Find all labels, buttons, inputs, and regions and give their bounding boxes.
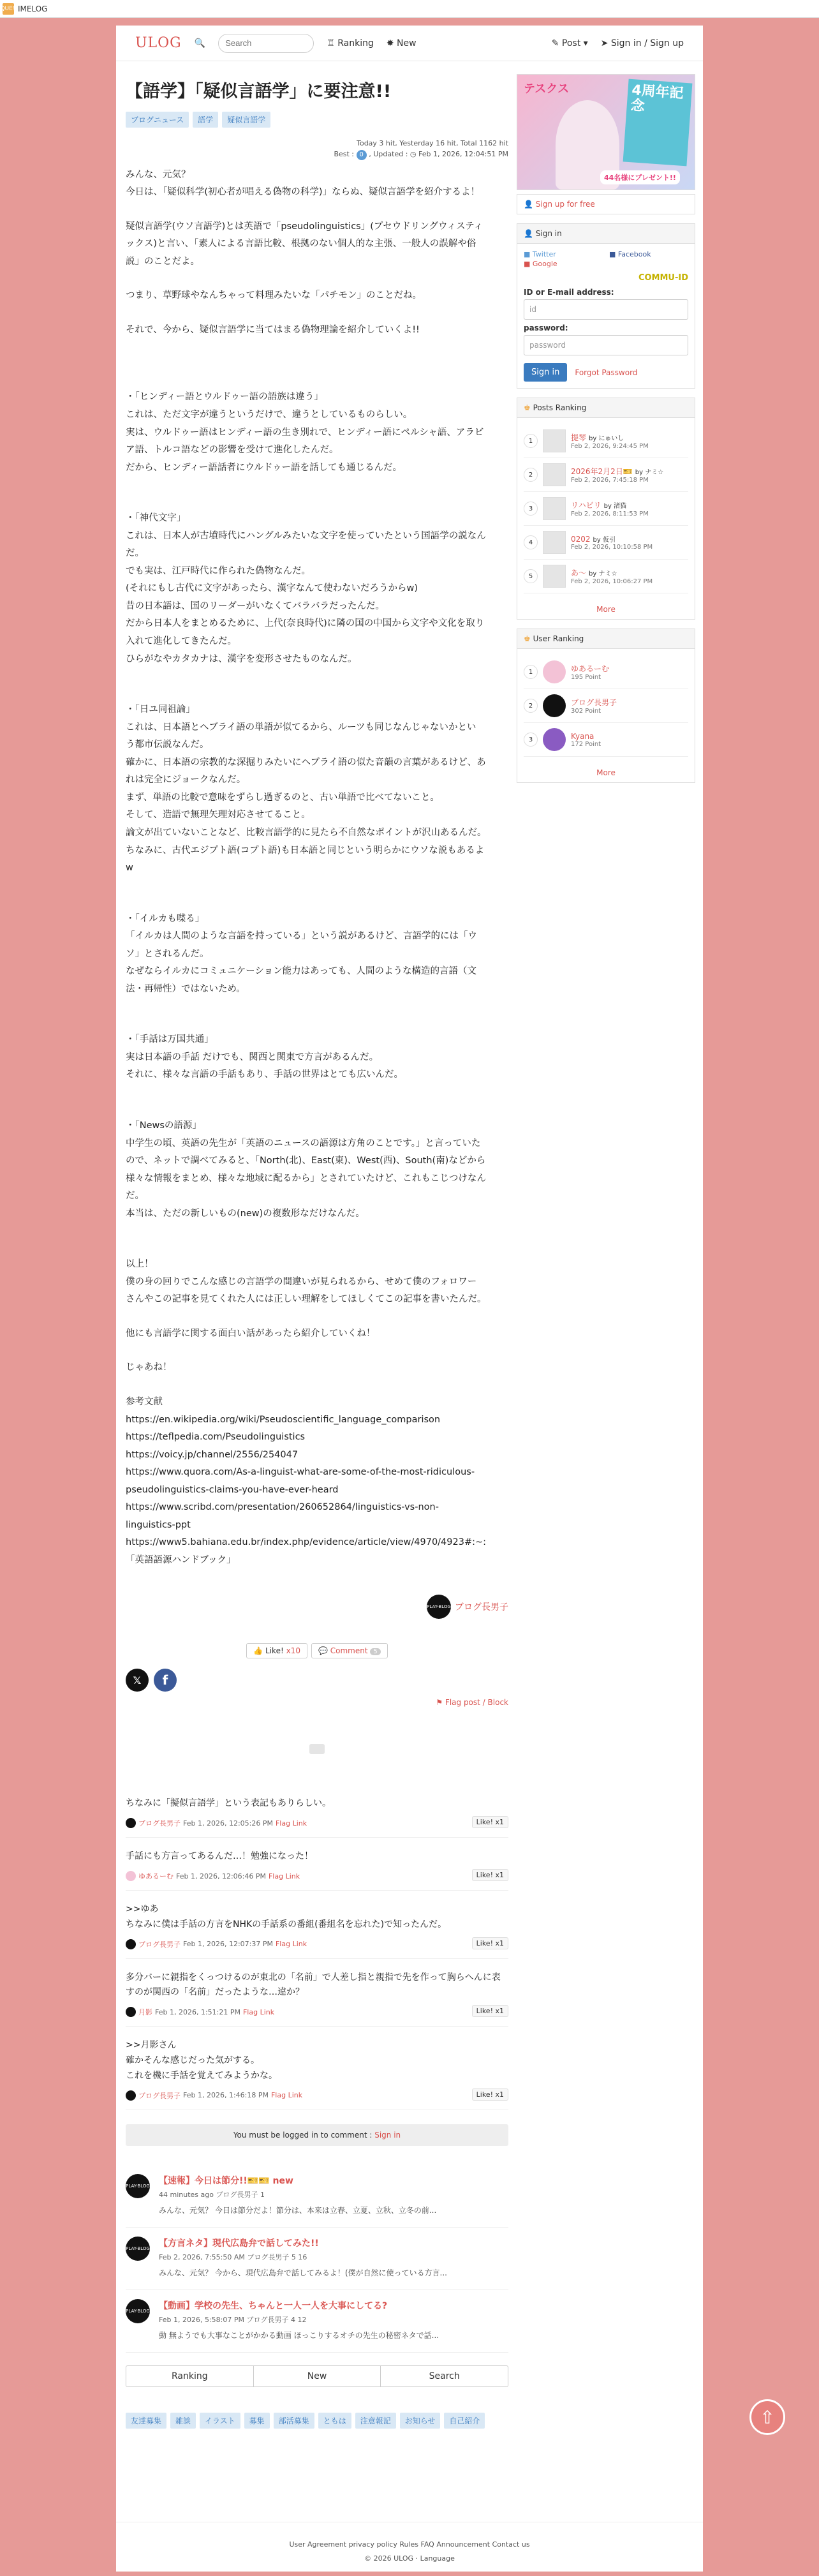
comment-list — [126, 1785, 508, 2110]
ranking-post-title[interactable]: リハビリ — [571, 501, 601, 510]
article-date: Feb 1, 2026, 12:04:51 PM — [418, 150, 508, 159]
comment-bubble-icon — [309, 1744, 325, 1754]
article-line: ・「手話は万国共通」 — [126, 1034, 214, 1045]
bottom-search-button[interactable]: Search — [429, 2371, 460, 2381]
tag-cloud-item[interactable]: 友達募集 — [126, 2413, 166, 2429]
article-line: 様々な情報をまとめ、様々な地域に配るから」とされていたけど、これもこじつけなん — [126, 1173, 486, 1184]
user-name[interactable]: ブログ長男子 — [571, 698, 617, 707]
user-ranking-title: ♚ User Ranking — [517, 629, 695, 649]
ranking-post-title[interactable]: 提琴 — [571, 433, 587, 442]
comment-text: 多分バーに親指をくっつけるのが東北の「名前」で人差し指と親指で先を作って胸らへんに表すのが関西の「名前」だったような…違か？ — [126, 1972, 501, 1998]
user-ranking-item[interactable] — [524, 655, 688, 689]
article-line: 確かに、日本語の宗教的な深掘りみたいにヘブライ語の似た音韻の言葉があるけど、あ — [126, 757, 486, 768]
comment-flag-link[interactable]: Flag Link — [275, 1940, 307, 1949]
comment-text: ちなみに「擬似言語学」という表記もありらしい。 — [126, 1798, 331, 1809]
comment-meta — [126, 1818, 508, 1828]
article-line — [126, 355, 508, 372]
article-line — [126, 339, 508, 355]
user-ranking-panel — [517, 629, 695, 783]
ranking-post-author: by ナミ☆ — [589, 570, 617, 577]
comment-date: Feb 1, 2026, 1:46:18 PM — [183, 2091, 269, 2100]
twitter-login[interactable]: ■ Twitter — [524, 250, 556, 258]
password-input[interactable]: password — [524, 335, 688, 355]
article-line — [126, 1101, 508, 1117]
commenter-avatar[interactable] — [126, 1871, 136, 1881]
comment-item — [126, 1785, 508, 1838]
comment-like-button[interactable]: Like! x1 — [472, 1869, 508, 1881]
like-button[interactable]: 👍 Like! x10 — [246, 1643, 307, 1658]
ranking-post-date: Feb 2, 2026, 7:45:18 PM — [571, 477, 649, 484]
commenter-name[interactable]: ブログ長男子 — [138, 2091, 181, 2100]
related-post-title[interactable]: 【方言ネタ】現代広島弁で話してみた!! — [159, 2238, 319, 2249]
tag-cloud-item[interactable]: イラスト — [200, 2413, 240, 2429]
promo-banner[interactable] — [517, 74, 695, 190]
article-line: つまり、草野球やなんちゃって料理みたいな「パチモン」のことだね。 — [126, 290, 422, 301]
reference-link[interactable]: https://www.quora.com/As-a-linguist-what-are-some-of-the-most-ridiculous- — [126, 1467, 475, 1478]
signin-icon: ➤ — [600, 38, 609, 48]
tag-cloud-item[interactable]: ともは — [318, 2413, 351, 2429]
commenter-name[interactable]: ブログ長男子 — [138, 1940, 181, 1949]
best-badge: 0 — [357, 150, 367, 160]
flag-icon: ⚑ — [436, 1698, 443, 1708]
ranking-item[interactable] — [524, 424, 688, 458]
article-line: 論文が出ていないことなど、比較言語学的に見たら不自然なポイントが沢山あるんだ。 — [126, 827, 487, 838]
article-line: そして、造語で無理矢理対応させてること。 — [126, 810, 311, 821]
navbar — [116, 26, 703, 61]
banner-gift: 44名様にプレゼント!! — [600, 170, 680, 184]
article-line: さんやこの記事を見てくれた人には正しい理解をしてほしくてこの記事を書いたんだ。 — [126, 1294, 487, 1305]
article-line: でも実は、江戸時代に作られた偽物なんだ。 — [126, 565, 311, 576]
ranking-post-title[interactable]: 2026年2月2日🎫 — [571, 467, 633, 476]
ranking-item[interactable] — [524, 526, 688, 560]
related-author-avatar[interactable]: PLAY-BLOG — [126, 2237, 150, 2261]
related-author-avatar[interactable]: PLAY-BLOG — [126, 2299, 150, 2323]
article-line: ・「神代文字」 — [126, 513, 186, 524]
article-line: 「英語語源ハンドブック」 — [126, 1554, 236, 1565]
comment-item — [126, 1959, 508, 2027]
commenter-avatar[interactable] — [126, 2007, 136, 2017]
article-line: 参考文献 — [126, 1396, 163, 1407]
commenter-name[interactable]: ゆあるーむ — [138, 1872, 173, 1881]
bottom-new-button[interactable]: New — [254, 2366, 381, 2386]
article-line: 今日は、「疑似科学(初心者が唱える偽物の科学)」ならぬ、疑似言語学を紹介するよ！ — [126, 187, 480, 198]
post-thumbnail-icon — [543, 463, 566, 486]
banner-title: テスクス — [524, 82, 570, 96]
twitter-icon: ■ — [524, 250, 531, 258]
clock-icon: ◷ — [410, 150, 417, 159]
comment-button[interactable]: 💬 Comment 5 — [311, 1643, 388, 1658]
article-line: ソ」とされるんだ。 — [126, 948, 209, 959]
related-author-avatar[interactable]: PLAY-BLOG — [126, 2174, 150, 2198]
ranking-post-date: Feb 2, 2026, 10:10:58 PM — [571, 544, 653, 551]
post-thumbnail-icon — [543, 429, 566, 452]
rank-number: 2 — [524, 699, 538, 713]
reference-link[interactable]: https://teflpedia.com/Pseudolinguistics — [126, 1432, 306, 1443]
article-line: ・「Newsの語源」 — [126, 1120, 202, 1131]
signin-panel — [517, 223, 695, 389]
article-line: まず、単語の比較で意味をずらし過ぎるのと、古い単語で比べてないこと。 — [126, 792, 439, 803]
article-line: 実は、ウルドゥー語はヒンディー語の生き別れで、ヒンディー語にペルシャ語、アラビ — [126, 427, 484, 438]
post-thumbnail-icon — [543, 531, 566, 554]
article-line: これは、日本語とヘブライ語の単語が似てるから、ルーツも同じなんじゃないかとい — [126, 722, 476, 733]
article-line — [126, 998, 508, 1015]
rank-number: 5 — [524, 569, 538, 583]
article-line: ・「イルカも喋る」 — [126, 913, 205, 924]
article-line: ・「日ユ同祖論」 — [126, 704, 195, 715]
user-points: 302 Point — [571, 708, 601, 715]
related-post-meta: 44 minutes ago ブログ長男子 1 — [159, 2190, 265, 2199]
author-name[interactable]: ブログ長男子 — [455, 1602, 508, 1613]
tag-cloud — [126, 2413, 508, 2429]
article-line: だ。 — [126, 1191, 144, 1202]
social-login — [524, 250, 688, 268]
ranking-item[interactable] — [524, 458, 688, 492]
user-avatar[interactable] — [543, 694, 566, 717]
rank-number: 3 — [524, 733, 538, 747]
user-points: 172 Point — [571, 740, 601, 748]
user-ranking-more[interactable]: More — [596, 768, 616, 777]
article-body — [126, 167, 508, 1570]
user-ranking-item[interactable] — [524, 689, 688, 723]
site-name[interactable]: IMELOG — [18, 4, 48, 13]
post-thumbnail-icon — [543, 497, 566, 520]
article-line: じゃあね！ — [126, 1362, 172, 1373]
article-line — [126, 1309, 508, 1325]
comment-meta — [126, 2090, 508, 2101]
related-post[interactable] — [126, 2165, 508, 2228]
commu-id-logo[interactable]: COMMU-ID — [638, 273, 688, 283]
related-post-title[interactable]: 【速報】今日は節分!!🎫🎫 new — [159, 2175, 293, 2186]
user-avatar[interactable] — [543, 728, 566, 751]
article-line: 「イルカは人間のような言語を持っている」という説があるけど、言語学的には「ウ — [126, 931, 477, 942]
article-title: 【語学】「疑似言語学」に要注意!! — [126, 82, 392, 101]
comment-flag-link[interactable]: Flag Link — [275, 1819, 307, 1828]
reference-link[interactable]: https://www.scribd.com/presentation/260652864/linguistics-vs-non- — [126, 1502, 439, 1513]
article-line: ア語、トルコ語などの影響を受けて進化したんだ。 — [126, 445, 339, 456]
comment-item — [126, 1838, 508, 1891]
article-tags — [126, 112, 508, 128]
facebook-share-icon[interactable]: f — [154, 1669, 177, 1692]
id-label: ID or E-mail address: — [524, 288, 614, 297]
reference-link[interactable]: pseudolinguistics-claims-you-have-ever-heard — [126, 1484, 339, 1495]
article-line: みんな、元気？ — [126, 169, 191, 180]
posts-ranking-panel — [517, 398, 695, 620]
bottom-nav — [126, 2365, 508, 2387]
article-line: 実は日本語の手話 だけでも、関西と関東で方言があるんだ。 — [126, 1052, 379, 1062]
article-line: 説」のことだよ。 — [126, 256, 200, 267]
ranking-post-author: by ナミ☆ — [635, 469, 664, 476]
brand-logo[interactable]: ULOG — [135, 35, 182, 51]
user-icon: 👤 — [524, 200, 533, 209]
main-column — [126, 74, 508, 2429]
footer — [116, 2522, 703, 2572]
sidebar — [517, 74, 695, 783]
article-line: 以上！ — [126, 1259, 154, 1270]
comment-like-button[interactable]: Like! x1 — [472, 2005, 508, 2017]
commenter-avatar[interactable] — [126, 1818, 136, 1828]
article-tag[interactable]: 疑似言語学 — [222, 112, 270, 128]
view-count: Today 3 hit, Yesterday 16 hit, Total 1162 hit — [357, 139, 508, 148]
reference-link[interactable]: https://en.wikipedia.org/wiki/Pseudoscientific_language_comparison — [126, 1414, 441, 1425]
article-line — [126, 305, 508, 322]
ranking-post-date: Feb 2, 2026, 8:11:53 PM — [571, 510, 649, 517]
article-line: 中学生の頃、英語の先生が「英語のニュースの語源は方角のことです。」と言っていた — [126, 1138, 481, 1149]
x-share-icon[interactable]: 𝕏 — [126, 1669, 149, 1692]
article-line: だ。 — [126, 548, 144, 559]
post-thumbnail-icon — [543, 565, 566, 588]
article-line — [126, 1343, 508, 1359]
signin-button[interactable]: Sign in — [524, 363, 567, 382]
commenter-name[interactable]: 月影 — [138, 2008, 152, 2017]
search-input[interactable] — [218, 34, 314, 53]
article-line — [126, 271, 508, 287]
id-input[interactable]: id — [524, 299, 688, 320]
ranking-post-title[interactable]: 0202 — [571, 535, 591, 544]
related-post-meta: Feb 1, 2026, 5:58:07 PM ブログ長男子 4 12 — [159, 2315, 307, 2324]
related-post-title[interactable]: 【動画】学校の先生、ちゃんと一人一人を大事にしてる? — [159, 2300, 388, 2311]
article-line: 疑似言語学(ウソ言語学)とは英語で「pseudolinguistics」(プセウドリングウィスティ — [126, 221, 483, 232]
comment-meta — [126, 2007, 508, 2017]
comment-flag-link[interactable]: Flag Link — [270, 2091, 303, 2100]
article-tag[interactable]: ブログニュース — [126, 112, 189, 128]
article-line — [126, 877, 508, 894]
article-line — [126, 894, 508, 911]
article-line: なぜならイルカにコミュニケーション能力はあっても、人間のような構造的言語（文 — [126, 966, 476, 977]
reference-link[interactable]: linguistics-ppt — [126, 1519, 191, 1530]
tag-cloud-item[interactable]: お知らせ — [400, 2413, 441, 2429]
signup-link[interactable]: 👤 Sign up for free — [524, 200, 595, 209]
comment-date: Feb 1, 2026, 12:06:46 PM — [176, 1872, 266, 1880]
nav-new[interactable]: ✸ New — [386, 38, 417, 48]
article-line: ・「ヒンディー語とウルドゥー語の語族は違う」 — [126, 392, 323, 403]
facebook-icon: ■ — [609, 250, 616, 258]
article-line: 入れて進化してきたんだ。 — [126, 636, 237, 647]
google-icon: ■ — [524, 260, 531, 268]
page-container — [116, 26, 703, 2572]
article-tag[interactable]: 語学 — [193, 112, 218, 128]
trophy-icon: ♚ — [524, 634, 531, 643]
comment-item — [126, 1891, 508, 1959]
related-post-excerpt: 動 無ようでも大事なことがかかる動画 ほっこりするオチの先生の秘密ネタで話... — [159, 2330, 439, 2340]
nav-signin[interactable]: ➤ Sign in / Sign up — [600, 38, 684, 48]
password-label: password: — [524, 324, 568, 332]
signin-link[interactable]: Sign in — [374, 2130, 401, 2140]
footer-links[interactable]: User Agreement privacy policy Rules FAQ Announcement Contact us — [289, 2540, 530, 2549]
tag-cloud-item[interactable]: 部活募集 — [274, 2413, 314, 2429]
related-post-excerpt: みんな、元気？ 今日は節分だよ！節分は、本来は立春、立夏、立秋、立冬の前... — [159, 2205, 437, 2215]
article-line — [126, 477, 508, 493]
rank-number: 3 — [524, 502, 538, 516]
forgot-password-link[interactable]: Forgot Password — [575, 368, 638, 377]
nav-ranking[interactable]: ♖ Ranking — [327, 38, 374, 48]
rank-number: 4 — [524, 535, 538, 549]
posts-ranking-title: ♚ Posts Ranking — [517, 398, 695, 418]
article-line: れは完全にジョークなんだ。 — [126, 775, 246, 785]
signin-panel-title: 👤 Sign in — [517, 224, 695, 244]
article-meta: Today 3 hit, Yesterday 16 hit, Total 1162 hit Best : 0 , Updated : ◷ Feb 1, 2026, 12:04:51 PM — [126, 138, 508, 160]
pencil-icon: ✎ — [551, 38, 559, 48]
author-box[interactable] — [126, 1595, 508, 1619]
related-posts — [126, 2165, 508, 2353]
article-line: ひらがなやカタカナは、漢字を変形させたものなんだ。 — [126, 653, 357, 664]
reference-link[interactable]: https://www5.bahiana.edu.br/index.php/evidence/article/view/4970/4923#:~: — [126, 1537, 487, 1548]
comment-like-button[interactable]: Like! x1 — [472, 1816, 508, 1828]
article-line: これは、日本人が古墳時代にハングルみたいな文字を使っていたという国語学の説なん — [126, 530, 486, 541]
article-line: だから日本人をまとめるために、上代(奈良時代)に隣の国の中国から文字や文化を取り — [126, 618, 485, 629]
rank-number: 1 — [524, 665, 538, 679]
comment-flag-link[interactable]: Flag Link — [242, 2007, 275, 2016]
comment-meta — [126, 1939, 508, 1949]
commenter-avatar[interactable] — [126, 1939, 136, 1949]
related-post-meta: Feb 2, 2026, 7:55:50 AM ブログ長男子 5 16 — [159, 2252, 307, 2261]
thumbs-up-icon: 👍 — [253, 1646, 263, 1656]
article-line: 昔の日本語は、国のリーダーがいなくてバラバラだったんだ。 — [126, 600, 385, 611]
article-line: それに、様々な言語の手話もあり、手話の世界はとても広いんだ。 — [126, 1069, 403, 1080]
site-logo-icon[interactable]: QUE9 — [3, 3, 14, 15]
article-line: 本当は、ただの新しいもの(new)の複数形なだけなんだ。 — [126, 1208, 365, 1219]
tag-cloud-item[interactable]: 自己紹介 — [444, 2413, 485, 2429]
search-icon[interactable]: 🔍 — [194, 38, 206, 48]
article-line: ので、ネットで調べてみると、「North(北)、East(東)、West(西)、South(南)などから — [126, 1156, 486, 1166]
user-icon: 👤 — [524, 229, 533, 238]
footer-copyright: © 2026 ULOG · Language — [364, 2554, 455, 2563]
share-buttons — [126, 1669, 508, 1692]
chevron-down-icon: ▾ — [583, 38, 588, 48]
user-name[interactable]: ゆあるーむ — [571, 664, 610, 673]
comment-like-button[interactable]: Like! x1 — [472, 1937, 508, 1949]
article-line: それで、今から、疑似言語学に当てはまる偽物理論を紹介していくよ!! — [126, 324, 420, 335]
browser-topbar — [0, 0, 819, 18]
tag-cloud-item[interactable]: 雑談 — [170, 2413, 196, 2429]
article-line — [126, 1239, 508, 1256]
comment-date: Feb 1, 2026, 12:07:37 PM — [183, 1940, 273, 1949]
article-line: う都市伝説なんだ。 — [126, 740, 209, 750]
related-post[interactable] — [126, 2290, 508, 2353]
user-avatar[interactable] — [543, 660, 566, 683]
article-line — [126, 1223, 508, 1239]
tag-cloud-item[interactable]: 募集 — [244, 2413, 270, 2429]
article-line — [126, 1084, 508, 1101]
ranking-item[interactable] — [524, 492, 688, 526]
posts-ranking-more[interactable]: More — [596, 605, 616, 614]
article-line: w — [126, 863, 133, 874]
google-login[interactable]: ■ Google — [524, 260, 557, 268]
comment-text: 手話にも方言ってあるんだ…！勉強になった！ — [126, 1851, 313, 1862]
reference-link[interactable]: https://voicy.jp/channel/2556/254047 — [126, 1449, 299, 1460]
ranking-post-author: by にゅいし — [589, 435, 624, 442]
comment-text: >>月影さん 確かそんな感じだった気がする。 これを機に手話を覚えてみようかな。 — [126, 2040, 277, 2081]
article-line — [126, 372, 508, 389]
banner-anniversary: 4周年記念 — [623, 79, 693, 167]
author-avatar[interactable]: PLAY-BLOG — [427, 1595, 451, 1619]
article-line: 他にも言語学に関する面白い話があったら紹介していくね！ — [126, 1328, 376, 1339]
ranking-item[interactable] — [524, 560, 688, 593]
login-note: You must be logged in to comment : Sign in — [126, 2124, 508, 2146]
nav-post-dropdown[interactable]: ✎ Post ▾ — [551, 38, 588, 48]
rank-number: 2 — [524, 468, 538, 482]
comment-flag-link[interactable]: Flag Link — [268, 1872, 300, 1880]
comment-text: >>ゆあ ちなみに僕は手話の方言をNHKの手話系の番組(番組名を忘れた)で知ったんだ。 — [126, 1904, 447, 1930]
article-line: 僕の身の回りでこんな感じの言語学の間違いが見られるから、せめて僕のフォロワー — [126, 1276, 477, 1287]
ranking-post-title[interactable]: あ〜 — [571, 569, 587, 577]
article-line: ックス)と言い、「素人による言語比較、根拠のない個人的な主張、一般人の誤解や俗 — [126, 239, 476, 249]
scroll-to-top-button[interactable]: ⇧ — [749, 2399, 785, 2435]
comment-item — [126, 2027, 508, 2110]
user-ranking-item[interactable] — [524, 723, 688, 757]
article-line — [126, 493, 508, 510]
trophy-icon: ♖ — [327, 38, 335, 48]
commenter-avatar[interactable] — [126, 2090, 136, 2101]
reaction-row — [126, 1643, 508, 1658]
related-post[interactable] — [126, 2228, 508, 2290]
article-line: だから、ヒンディー語話者にウルドゥー語を話しても通じるんだ。 — [126, 462, 402, 473]
article-line: ちなみに、古代エジプト語(コプト語)も日本語と同じという明らかにウソな説もあるよ — [126, 845, 485, 856]
article-line: (それにもし古代に文字があったら、漢字なんて使わないだろうからw) — [126, 583, 418, 594]
user-points: 195 Point — [571, 674, 601, 681]
star-icon: ✸ — [386, 38, 394, 48]
commenter-name[interactable]: ブログ長男子 — [138, 1819, 181, 1828]
article-line — [126, 1377, 508, 1394]
bottom-ranking-button[interactable]: Ranking — [126, 2366, 254, 2386]
ranking-post-author: by 仮引 — [593, 537, 616, 544]
article-line — [126, 202, 508, 218]
comment-date: Feb 1, 2026, 12:05:26 PM — [183, 1819, 273, 1828]
flag-post-link[interactable]: ⚑ Flag post / Block — [436, 1698, 508, 1708]
article-line — [126, 668, 508, 685]
article-line — [126, 685, 508, 701]
comment-meta — [126, 1871, 508, 1881]
ranking-post-date: Feb 2, 2026, 9:24:45 PM — [571, 443, 649, 450]
ranking-post-date: Feb 2, 2026, 10:06:27 PM — [571, 578, 653, 585]
article-line: これは、ただ文字が違うというだけで、違うとしているものらしい。 — [126, 410, 413, 421]
signup-box — [517, 194, 695, 214]
facebook-login[interactable]: ■ Facebook — [609, 250, 651, 258]
user-name[interactable]: Kyana — [571, 731, 594, 741]
comment-like-button[interactable]: Like! x1 — [472, 2088, 508, 2101]
article-line: 法・再帰性）ではないため。 — [126, 983, 246, 994]
comment-date: Feb 1, 2026, 1:51:21 PM — [155, 2007, 240, 2016]
ranking-post-author: by 渚猫 — [603, 503, 627, 510]
trophy-icon: ♚ — [524, 403, 531, 412]
related-post-excerpt: みんな、元気？ 今から、現代広島弁で話してみるよ！(僕が自然に使っている方言... — [159, 2268, 447, 2277]
tag-cloud-item[interactable]: 注意報記 — [355, 2413, 396, 2429]
article-line — [126, 1015, 508, 1031]
rank-number: 1 — [524, 434, 538, 448]
comment-icon: 💬 — [318, 1646, 328, 1656]
